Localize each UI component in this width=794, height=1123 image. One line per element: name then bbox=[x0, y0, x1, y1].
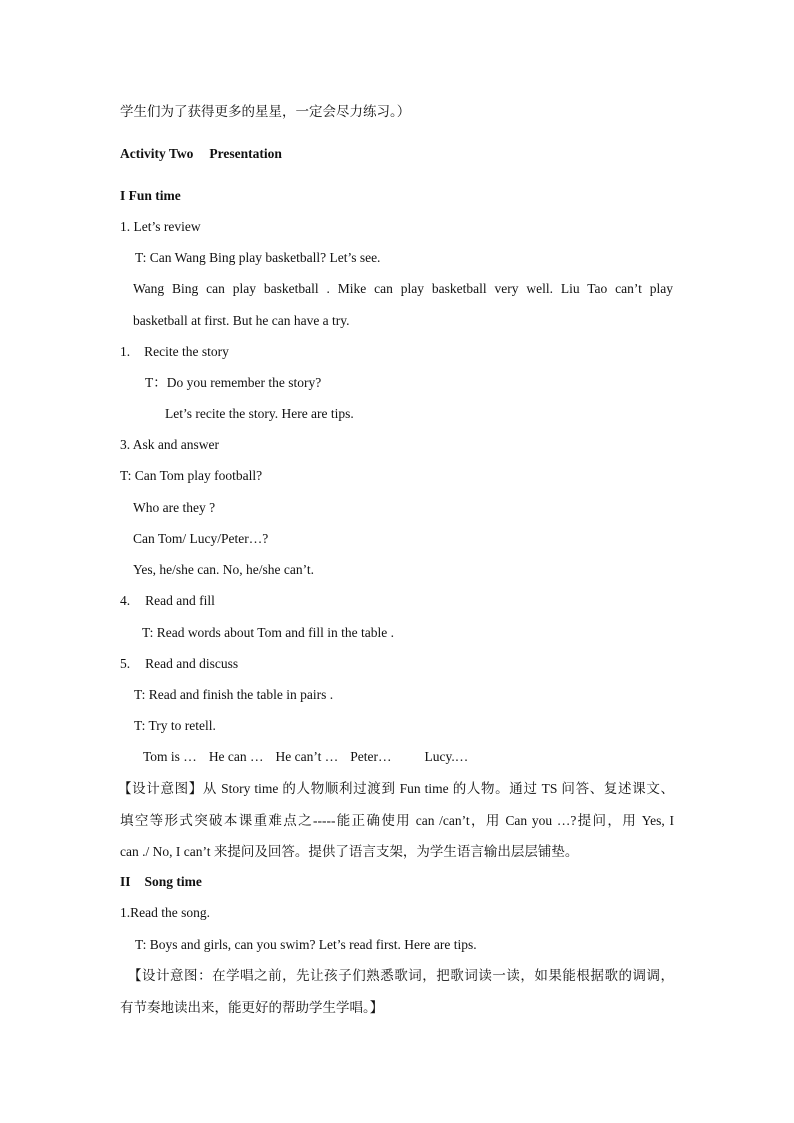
paragraph-line: T：Do you remember the story? bbox=[145, 375, 322, 390]
list-number: 1. bbox=[120, 344, 131, 359]
retell-prompt: Peter… bbox=[350, 749, 392, 764]
retell-prompt: Lucy.… bbox=[424, 749, 469, 764]
subsection-heading bbox=[120, 873, 202, 891]
paragraph-line: T: Can Wang Bing play basketball? Let’s see. bbox=[135, 250, 381, 265]
paragraph-line: T: Try to retell. bbox=[134, 718, 216, 733]
design-intent-line: can ./ No, I can’t 来提问及回答。提供了语言支架，为学生语言输出层层铺垫。 bbox=[120, 844, 579, 859]
retell-prompt: He can’t … bbox=[275, 749, 339, 764]
retell-prompt: Tom is … bbox=[143, 749, 197, 764]
paragraph-line: Who are they ? bbox=[133, 500, 216, 515]
paragraph-line: T: Can Tom play football? bbox=[120, 468, 263, 483]
paragraph-line: basketball at first. But he can have a try. bbox=[133, 313, 350, 328]
paragraph-line: Yes, he/she can. No, he/she can’t. bbox=[133, 562, 314, 577]
list-text: Recite the story bbox=[144, 344, 229, 359]
list-number: 4. bbox=[120, 593, 131, 608]
section-title: Song time bbox=[144, 874, 202, 889]
paragraph-line: Let’s recite the story. Here are tips. bbox=[165, 406, 354, 421]
list-item: 1.Read the song. bbox=[120, 905, 210, 920]
paragraph-line: 学生们为了获得更多的星星，一定会尽力练习。） bbox=[120, 104, 411, 119]
list-number: 5. bbox=[120, 656, 131, 671]
design-intent-line: 有节奏地读出来，能更好的帮助学生学唱。】 bbox=[120, 1000, 384, 1015]
paragraph-line: T: Read and finish the table in pairs . bbox=[134, 687, 334, 702]
list-item bbox=[120, 343, 229, 361]
paragraph-line: Can Tom/ Lucy/Peter…? bbox=[133, 531, 269, 546]
section-heading bbox=[120, 145, 282, 163]
retell-prompts bbox=[143, 748, 468, 766]
design-intent-line: 填空等形式突破本课重难点之-----能正确使用 can /can’t，用 Can you …?提问，用 Yes, I bbox=[120, 813, 674, 828]
subsection-heading: I Fun time bbox=[120, 188, 181, 203]
list-item bbox=[120, 655, 238, 673]
list-item: 1. Let’s review bbox=[120, 219, 201, 234]
paragraph-line: T: Boys and girls, can you swim? Let’s read first. Here are tips. bbox=[135, 937, 477, 952]
list-text: Read and fill bbox=[145, 593, 215, 608]
list-item bbox=[120, 592, 215, 610]
paragraph-line: Wang Bing can play basketball . Mike can play basketball very well. Liu Tao can’t play bbox=[133, 281, 673, 296]
paragraph-line: T: Read words about Tom and fill in the table . bbox=[142, 625, 394, 640]
activity-title: Presentation bbox=[209, 146, 282, 161]
retell-prompt: He can … bbox=[208, 749, 264, 764]
design-intent-line: 【设计意图】从 Story time 的人物顺利过渡到 Fun time 的人物。通过 TS 问答、复述课文、 bbox=[118, 781, 674, 796]
activity-label: Activity Two bbox=[120, 146, 194, 161]
list-text: Read and discuss bbox=[145, 656, 239, 671]
section-number: II bbox=[120, 874, 131, 889]
design-intent-line: 【设计意图：在学唱之前，先让孩子们熟悉歌词，把歌词读一读，如果能根据歌的调调， bbox=[128, 968, 674, 983]
list-item: 3. Ask and answer bbox=[120, 437, 219, 452]
